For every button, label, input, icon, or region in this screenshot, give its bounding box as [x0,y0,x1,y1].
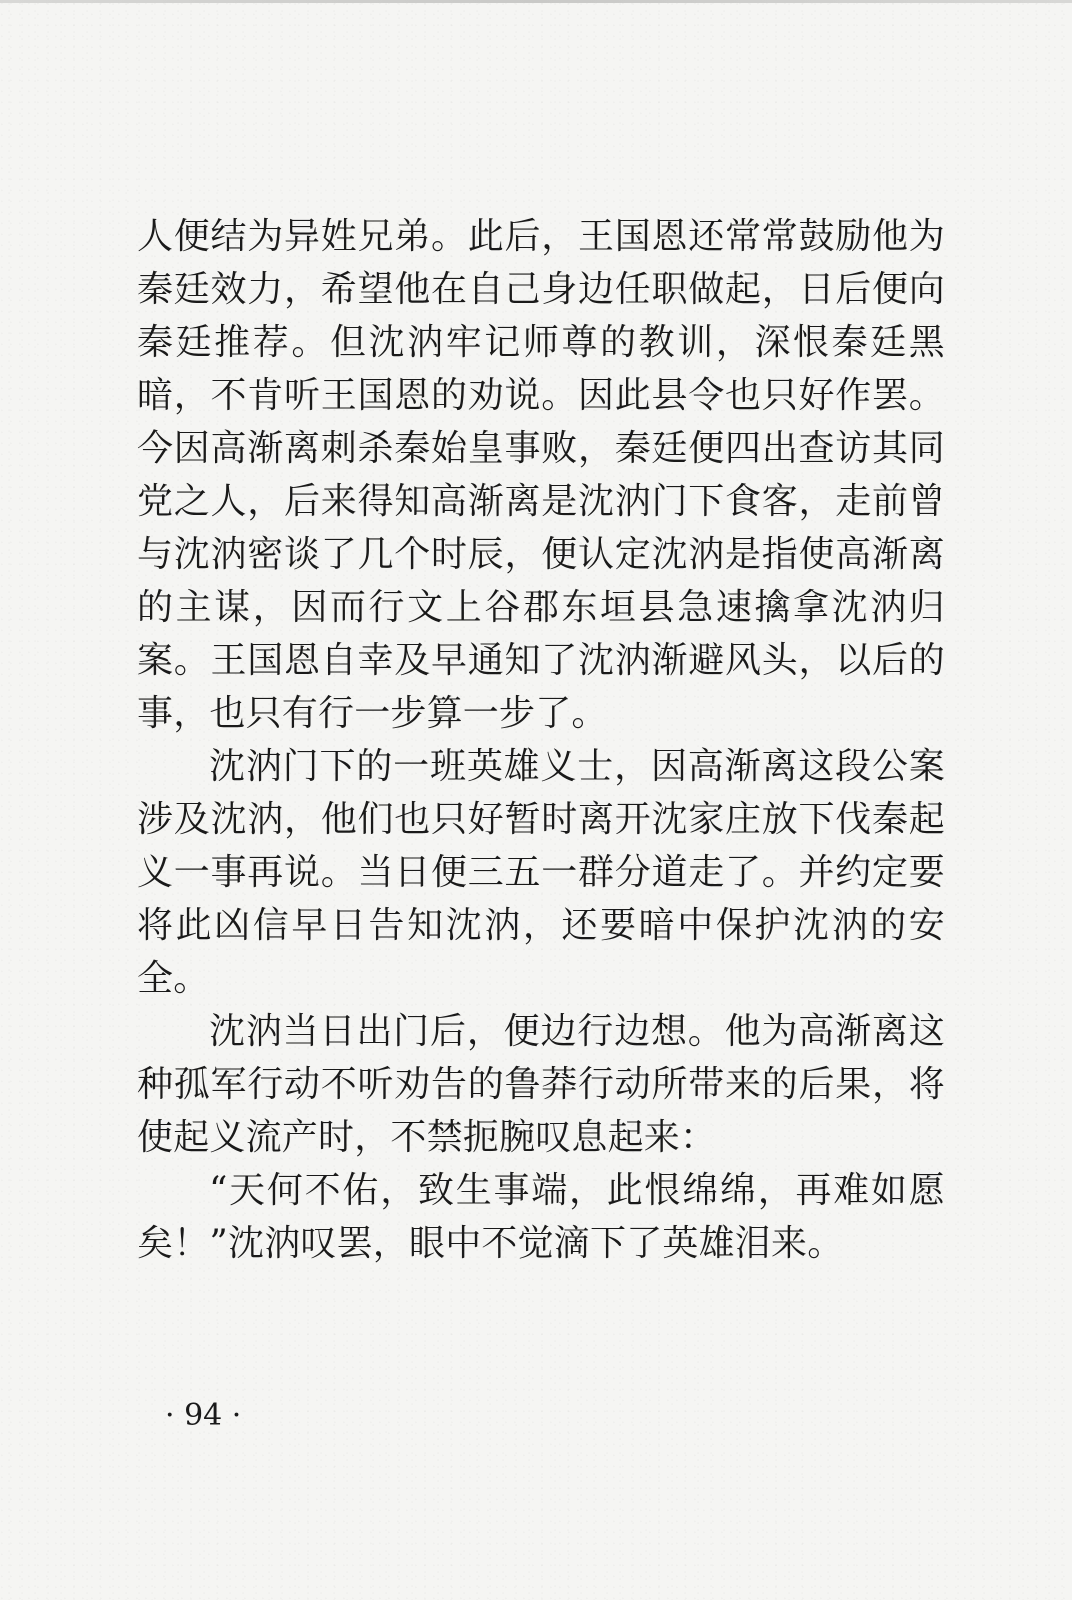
paragraph-2: 沈汭门下的一班英雄义士，因高渐离这段公案涉及沈汭，他们也只好暂时离开沈家庄放下伐秦起义一事再说。当日便三五一群分道走了。并约定要将此凶信早日告知沈汭，还要暗中保护沈汭的安全。 [137,746,945,999]
paragraph-4: “天何不佑，致生事端，此恨绵绵，再难如愿矣！”沈汭叹罢，眼中不觉滴下了英雄泪来。 [137,1170,945,1264]
body-text [137,210,945,1270]
paragraph-1: 人便结为异姓兄弟。此后，王国恩还常常鼓励他为秦廷效力，希望他在自己身边任职做起，日后便向秦廷推荐。但沈汭牢记师尊的教训，深恨秦廷黑暗，不肯听王国恩的劝说。因此县令也只好作罢。今因高渐离刺杀秦始皇事败，秦廷便四出查访其同党之人，后来得知高渐离是沈汭门下食客，走前曾与沈汭密谈了几个时辰，便认定沈汭是指使高渐离的主谋，因而行文上谷郡东垣县急速擒拿沈汭归案。王国恩自幸及早通知了沈汭渐避风头，以后的事，也只有行一步算一步了。 [137,216,945,734]
page-number: · 94 · [165,1398,242,1433]
page-top-edge [0,0,1072,3]
paragraph-3: 沈汭当日出门后，便边行边想。他为高渐离这种孤军行动不听劝告的鲁莽行动所带来的后果，将使起义流产时，不禁扼腕叹息起来： [137,1011,945,1158]
